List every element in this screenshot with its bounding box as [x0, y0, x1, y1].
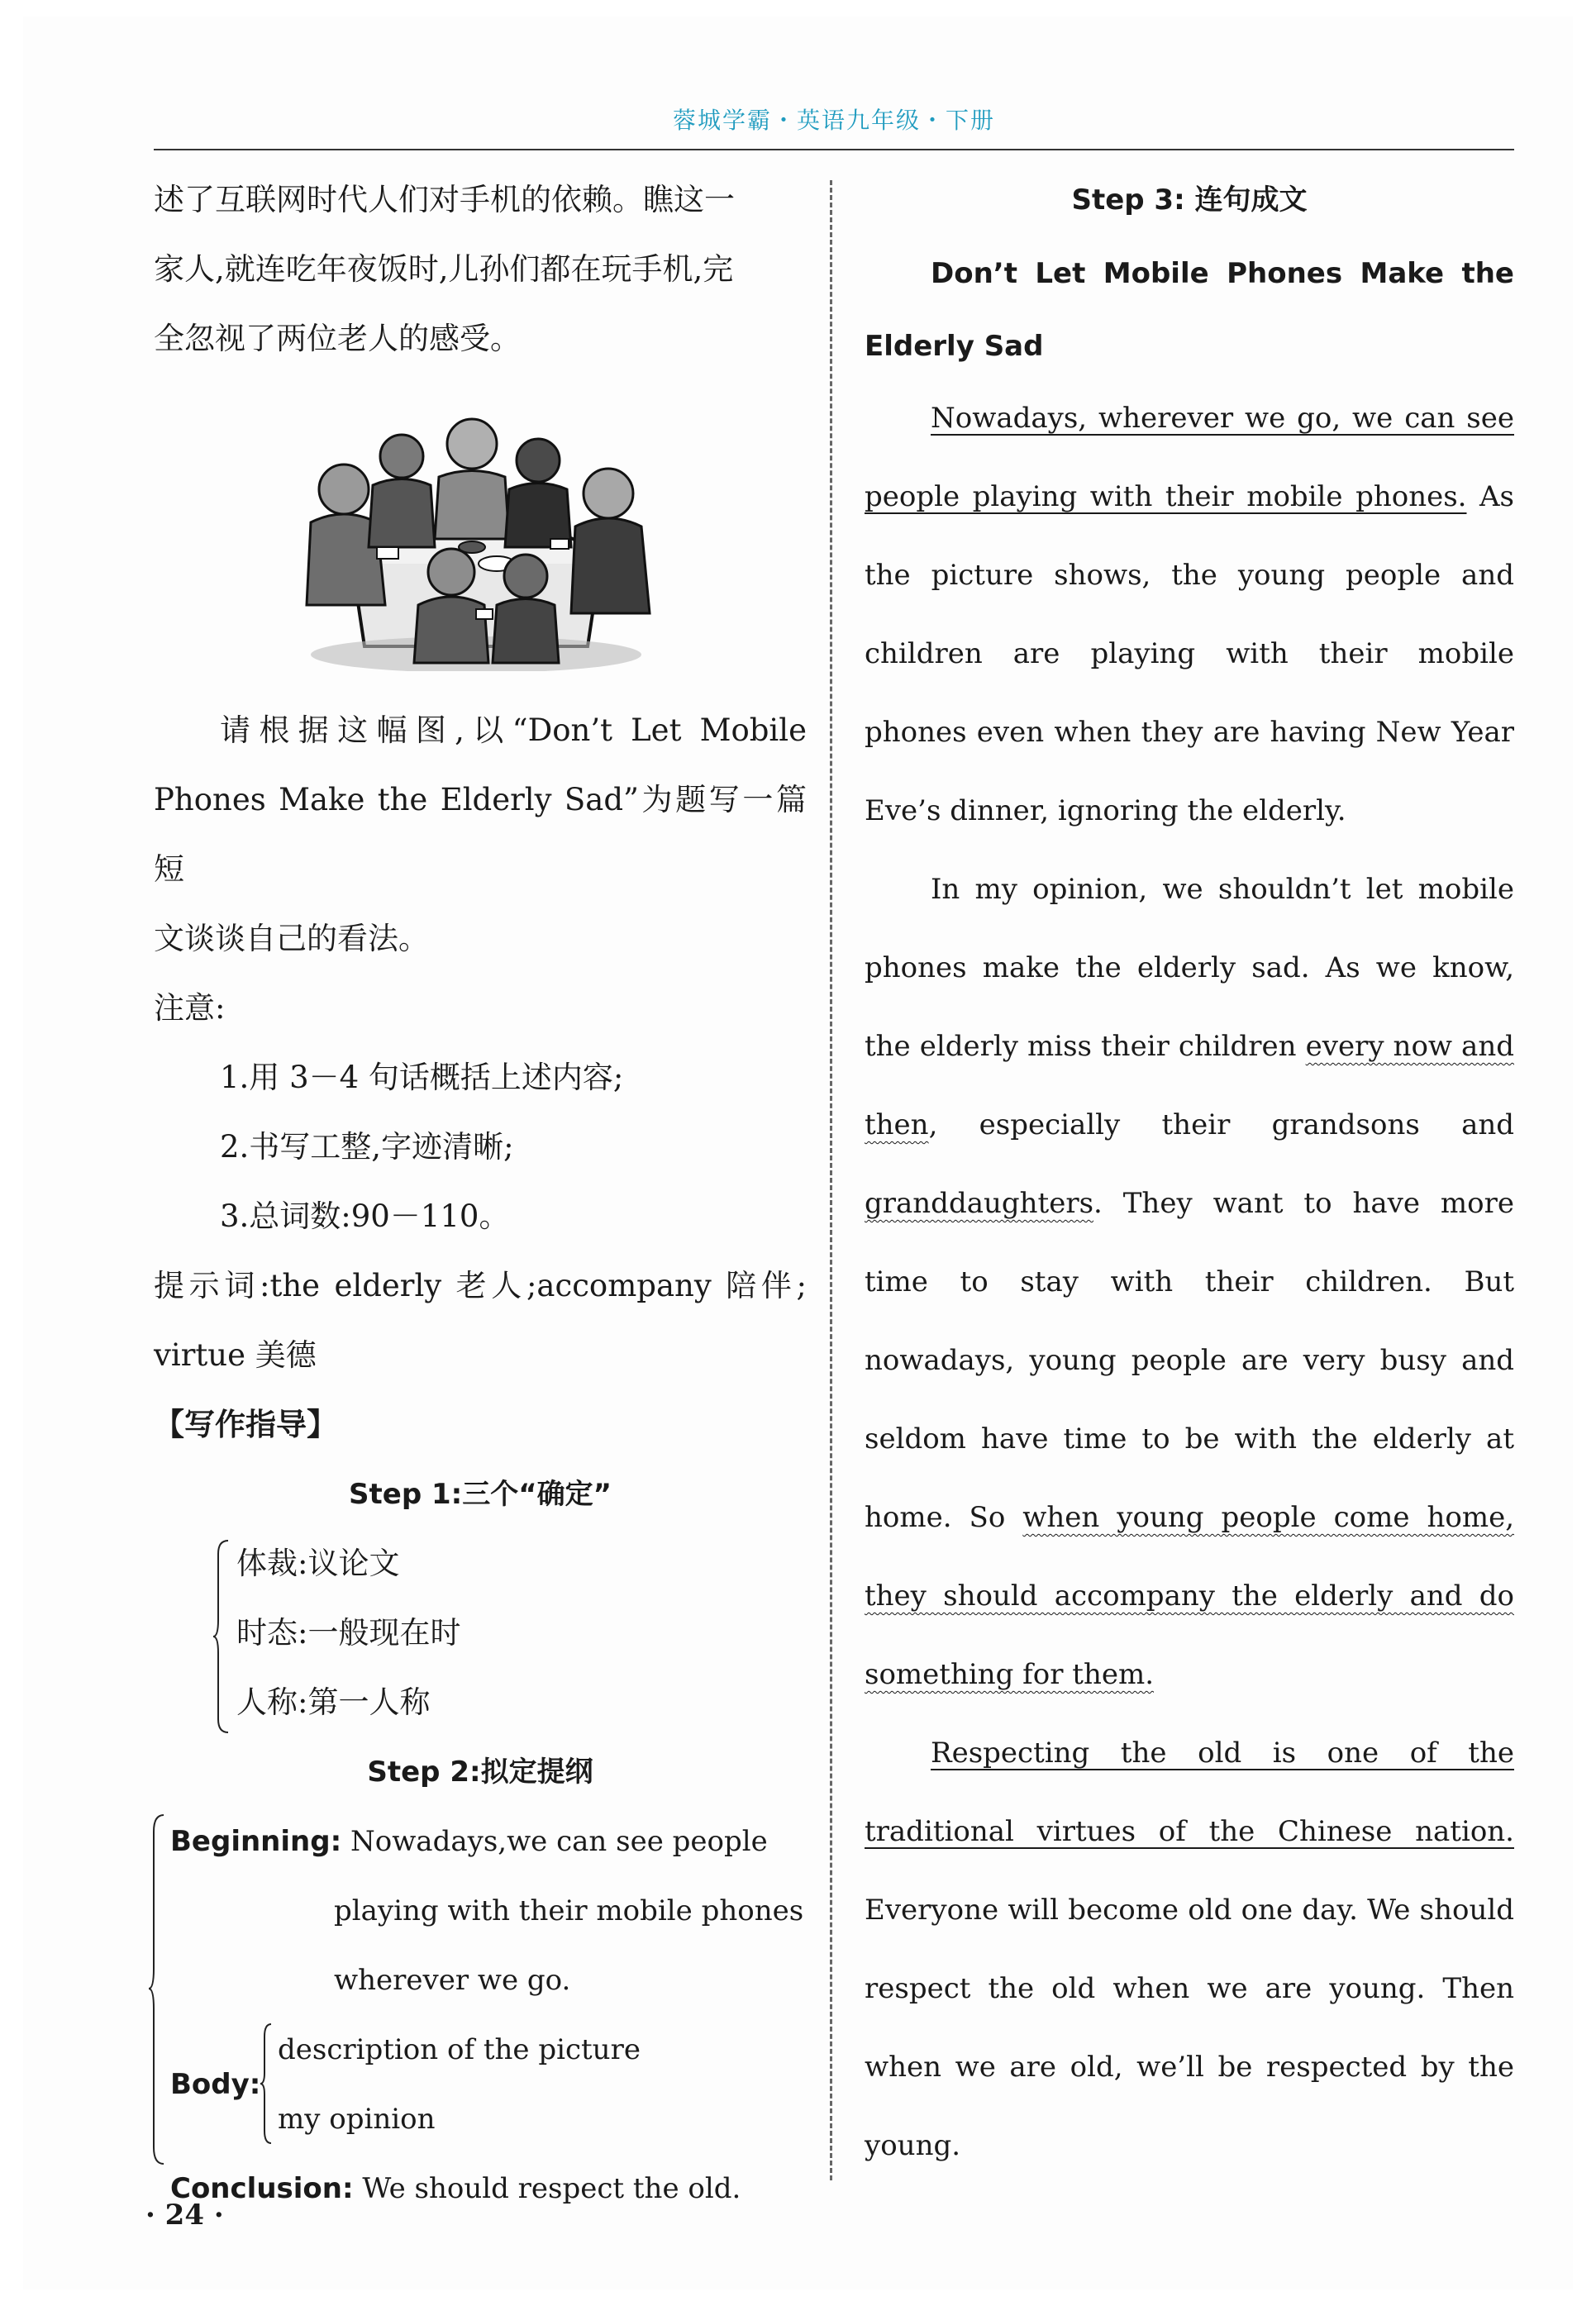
essay-paragraph-2	[865, 850, 1514, 1714]
highlighted-phrase: when young people come home, they should accompany the elderly and do something for them.	[865, 1501, 1515, 1691]
beginning-label: Beginning:	[170, 1825, 342, 1858]
hint-line: virtue 美德	[154, 1337, 317, 1373]
note-item: 2.书写工整,字迹清晰;	[220, 1129, 514, 1165]
step1-item: 人称:第一人称	[236, 1684, 431, 1720]
paragraph-text: , especially their grandsons and	[928, 1108, 1514, 1141]
prompt-line: 请根据这幅图,以“Don’t Let Mobile	[220, 712, 807, 748]
prompt-line: Phones Make the Elderly Sad”为题写一篇短	[154, 782, 807, 887]
step1-item: 体裁:议论文	[236, 1546, 400, 1581]
conclusion-label: Conclusion:	[170, 2172, 354, 2205]
outline-conclusion	[154, 2154, 807, 2223]
outline-body	[154, 2015, 807, 2154]
prompt-line: 文谈谈自己的看法。	[154, 921, 429, 956]
conclusion-text: We should respect the old.	[362, 2172, 741, 2205]
body-label: Body:	[170, 2068, 261, 2101]
paragraph-text: Everyone will become old one day. We should respect the old when we are young. Then when we are old, we’ll be respected by the young.	[865, 1894, 1514, 2162]
intro-line: 述了互联网时代人们对手机的依赖。瞧这一	[154, 182, 735, 217]
paragraph-text: . They want to have more time to stay with their children. But nowadays, young people are very busy and seldom have time to be with the elderly at home. So	[865, 1187, 1514, 1534]
paragraph-text: In my opinion, we shouldn’t let mobile phones make the elderly sad. As we know, the elderly miss their children	[865, 873, 1514, 1063]
guide-heading: 【写作指导】	[154, 1407, 337, 1442]
body-item: description of the picture	[278, 2033, 641, 2066]
beginning-line: Nowadays,we can see people	[350, 1825, 768, 1858]
body-brace-icon	[260, 2022, 273, 2146]
paragraph-text: As the picture shows, the young people and children are playing with their mobile phones even when they are having New Year Eve’s dinner, ignoring the elderly.	[865, 480, 1515, 827]
step1-list	[154, 1529, 807, 1737]
note-item: 1.用 3－4 句话概括上述内容;	[220, 1060, 624, 1095]
note-item: 3.总词数:90－110。	[220, 1198, 510, 1234]
step2-title: Step 2:拟定提纲	[367, 1756, 593, 1789]
essay-paragraph-3	[865, 1714, 1514, 2185]
header-title: 蓉城学霸・英语九年级・下册	[672, 107, 995, 134]
outline-beginning	[154, 1807, 807, 1876]
page-number: · 24 ·	[145, 2199, 224, 2232]
intro-line: 家人,就连吃年夜饭时,儿孙们都在玩手机,完	[154, 251, 734, 287]
essay-title-line2: Elderly Sad	[865, 330, 1044, 363]
intro-line: 全忽视了两位老人的感受。	[154, 321, 521, 356]
left-column	[154, 165, 807, 2223]
left-brace-icon	[212, 1537, 231, 1736]
family-dinner-illustration	[286, 398, 666, 671]
step3-title: Step 3: 连句成文	[1071, 183, 1308, 217]
outline	[154, 1807, 807, 2223]
step1-item: 时态:一般现在时	[236, 1615, 461, 1651]
topic-sentence: Nowadays, wherever we go, we can see people playing with their mobile phones.	[865, 402, 1514, 513]
beginning-line: wherever we go.	[334, 1964, 571, 1997]
essay-title: Don’t Let Mobile Phones Make the	[931, 257, 1514, 290]
right-column	[865, 165, 1514, 2185]
highlighted-phrase: granddaughters	[865, 1187, 1094, 1220]
essay-paragraph-1	[865, 379, 1514, 850]
beginning-line: playing with their mobile phones	[334, 1894, 804, 1927]
body-item: my opinion	[278, 2103, 436, 2136]
hint-line: 提示词:the elderly 老人;accompany 陪伴;	[154, 1268, 807, 1303]
topic-sentence: Respecting the old is one of the traditional virtues of the Chinese nation.	[865, 1737, 1514, 1848]
running-header	[154, 98, 1514, 150]
column-divider	[830, 180, 832, 2180]
highlighted-phrase: every now and then	[865, 1030, 1514, 1141]
notes-label: 注意:	[154, 990, 226, 1026]
step1-title: Step 1:三个“确定”	[349, 1478, 612, 1511]
